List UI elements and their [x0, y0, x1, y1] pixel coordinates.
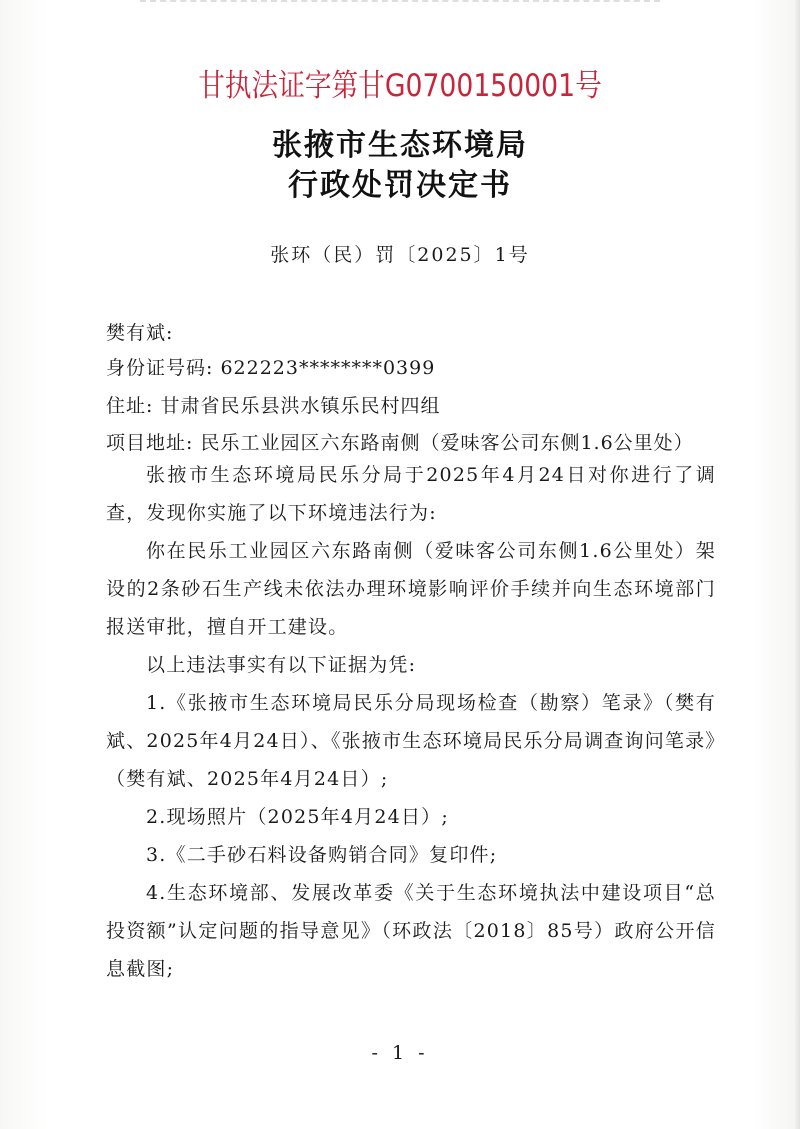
evidence-item-4: 4.生态环境部、发展改革委《关于生态环境执法中建设项目“总投资额”认定问题的指导意见》（环政法〔2018〕85号）政府公开信息截图;: [106, 882, 716, 980]
page-number: - 1 -: [371, 1042, 429, 1064]
document-number: 张环（民）罚〔2025〕1号: [270, 244, 530, 266]
project-location: 项目地址: 民乐工业园区六东路南侧（爱味客公司东侧1.6公里处）: [106, 432, 694, 454]
evidence-item-1: 1.《张掖市生态环境局民乐分局现场检查（勘察）笔录》（樊有斌、2025年4月24日）、《张掖市生态环境局民乐分局调查询问笔录》（樊有斌、2025年4月24日）;: [106, 692, 716, 790]
evidence-intro: 以上违法事实有以下证据为凭:: [146, 654, 417, 676]
evidence-item-2: 2.现场照片（2025年4月24日）;: [146, 806, 449, 828]
investigation-paragraph: 张掖市生态环境局民乐分局于2025年4月24日对你进行了调查，发现你实施了以下环境违法行为:: [106, 464, 716, 524]
evidence-item-3: 3.《二手砂石料设备购销合同》复印件;: [146, 844, 498, 866]
document-type-title: 行政处罚决定书: [288, 168, 512, 203]
violation-paragraph: 你在民乐工业园区六东路南侧（爱味客公司东侧1.6公里处）架设的2条砂石生产线未依法办理环境影响评价手续并向生态环境部门报送审批，擅自开工建设。: [106, 540, 716, 638]
party-address: 住址: 甘肃省民乐县洪水镇乐民村四组: [106, 395, 441, 417]
issuing-authority-title: 张掖市生态环境局: [272, 128, 528, 163]
certificate-number: 甘执法证字第甘G0700150001号: [198, 68, 602, 104]
party-id-number: 身份证号码: 622223********0399: [106, 357, 436, 379]
scan-top-edge: [140, 0, 660, 8]
party-name: 樊有斌:: [106, 322, 174, 344]
